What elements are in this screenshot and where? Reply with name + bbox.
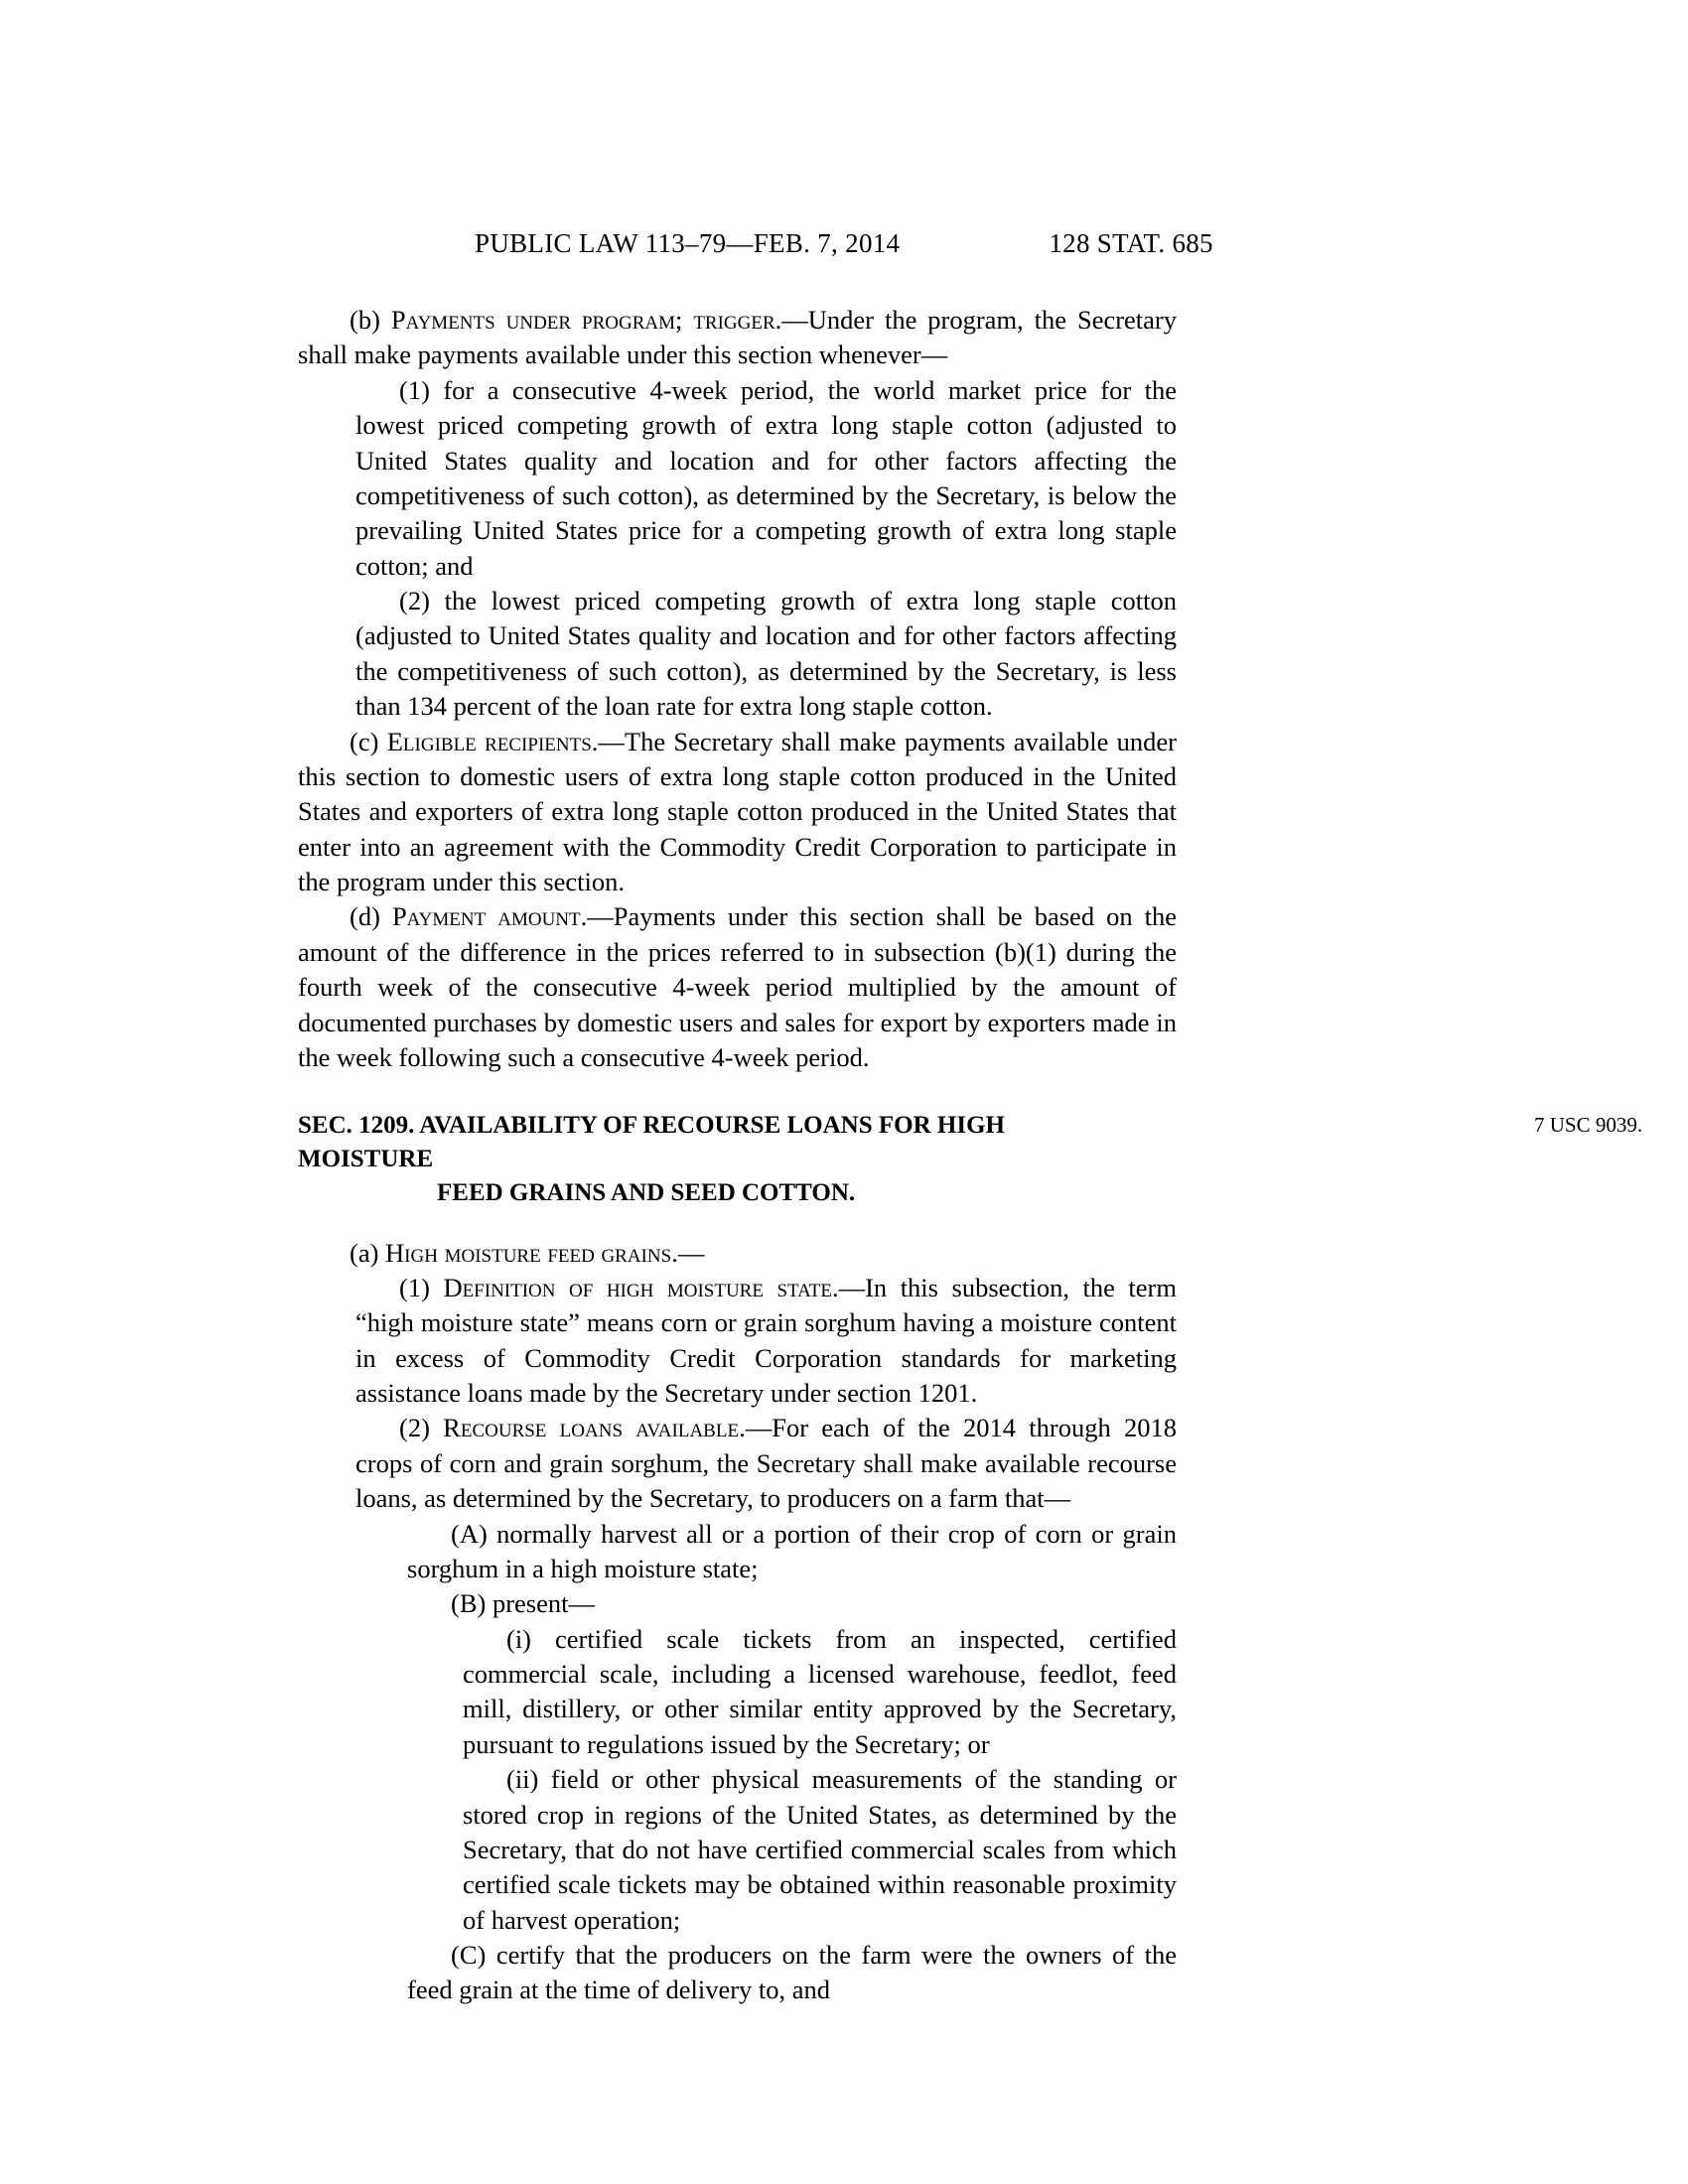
paragraph-a-2-B: (B) present— bbox=[451, 1588, 595, 1619]
section-heading-line2: FEED GRAINS AND SEED COTTON. bbox=[437, 1178, 856, 1206]
paragraph-a-2-A: (A) normally harvest all or a portion of their crop of corn or grain sorghum in a high moisture state; bbox=[407, 1518, 1177, 1583]
section-heading-block bbox=[298, 1109, 1643, 1209]
paragraph-subsection-d: (d) Payment amount.—Payments under this section shall be based on the amount of the difference in the prices referred to in subsection (b)(1) during the fourth week of the consecutive 4-week period multiplied by the amount of documented purchases by domestic users and sales for export by exporters made in the week following such a consecutive 4-week period. bbox=[298, 901, 1177, 1072]
section-heading-line1: SEC. 1209. AVAILABILITY OF RECOURSE LOANS FOR HIGH MOISTURE bbox=[298, 1112, 1005, 1172]
paragraph-a-2-B-i: (i) certified scale tickets from an inspected, certified commercial scale, including a licensed warehouse, feedlot, feed mill, distillery, or other similar entity approved by the Secretary, pursuant to regulations issued by the Secretary; or bbox=[463, 1623, 1177, 1759]
paragraph-b-2: (2) the lowest priced competing growth of extra long staple cotton (adjusted to United States quality and location and for other factors affecting the competitiveness of such cotton), as determined by the Secretary, is less than 134 percent of the loan rate for extra long staple cotton. bbox=[355, 586, 1177, 722]
paragraph-a-2: (2) Recourse loans available.—For each of the 2014 through 2018 crops of corn and grain sorghum, the Secretary shall make available recourse loans, as determined by the Secretary, to producers on a farm that— bbox=[355, 1413, 1177, 1514]
page-content bbox=[298, 228, 1643, 2008]
margin-note-usc-citation: 7 USC 9039. bbox=[1534, 1113, 1643, 1138]
body-column bbox=[298, 303, 1643, 2008]
page-header-law: PUBLIC LAW 113–79—FEB. 7, 2014 bbox=[475, 228, 901, 258]
page-header bbox=[298, 228, 1390, 259]
paragraph-a-1: (1) Definition of high moisture state.—In this subsection, the term “high moisture state” means corn or grain sorghum having a moisture content in excess of Commodity Credit Corporation standards for marketing assistance loans made by the Secretary under section 1201. bbox=[355, 1272, 1177, 1408]
section-heading bbox=[298, 1109, 1122, 1209]
paragraph-a-2-C: (C) certify that the producers on the farm were the owners of the feed grain at the time of delivery to, and bbox=[407, 1940, 1177, 2005]
paragraph-b-1: (1) for a consecutive 4-week period, the world market price for the lowest priced competing growth of extra long staple cotton (adjusted to United States quality and location and for other factors affecting the competitiveness of such cotton), as determined by the Secretary, is below the prevailing United States price for a competing growth of extra long staple cotton; and bbox=[355, 374, 1177, 581]
paragraph-a-2-B-ii: (ii) field or other physical measurements of the standing or stored crop in regions of the United States, as determined by the Secretary, that do not have certified commercial scales from which certified scale tickets may be obtained within reasonable proximity of harvest operation; bbox=[463, 1764, 1177, 1935]
paragraph-subsection-a: (a) High moisture feed grains.— bbox=[350, 1237, 705, 1268]
paragraph-subsection-c: (c) Eligible recipients.—The Secretary shall make payments available under this section to domestic users of extra long staple cotton produced in the United States and exporters of extra long staple cotton produced in the United States that enter into an agreement with the Commodity Credit Corporation to participate in the program under this section. bbox=[298, 726, 1177, 896]
page-header-stat: 128 STAT. 685 bbox=[1049, 228, 1213, 258]
paragraph-subsection-b: (b) Payments under program; trigger.—Under the program, the Secretary shall make payments available under this section whenever— bbox=[298, 305, 1178, 370]
